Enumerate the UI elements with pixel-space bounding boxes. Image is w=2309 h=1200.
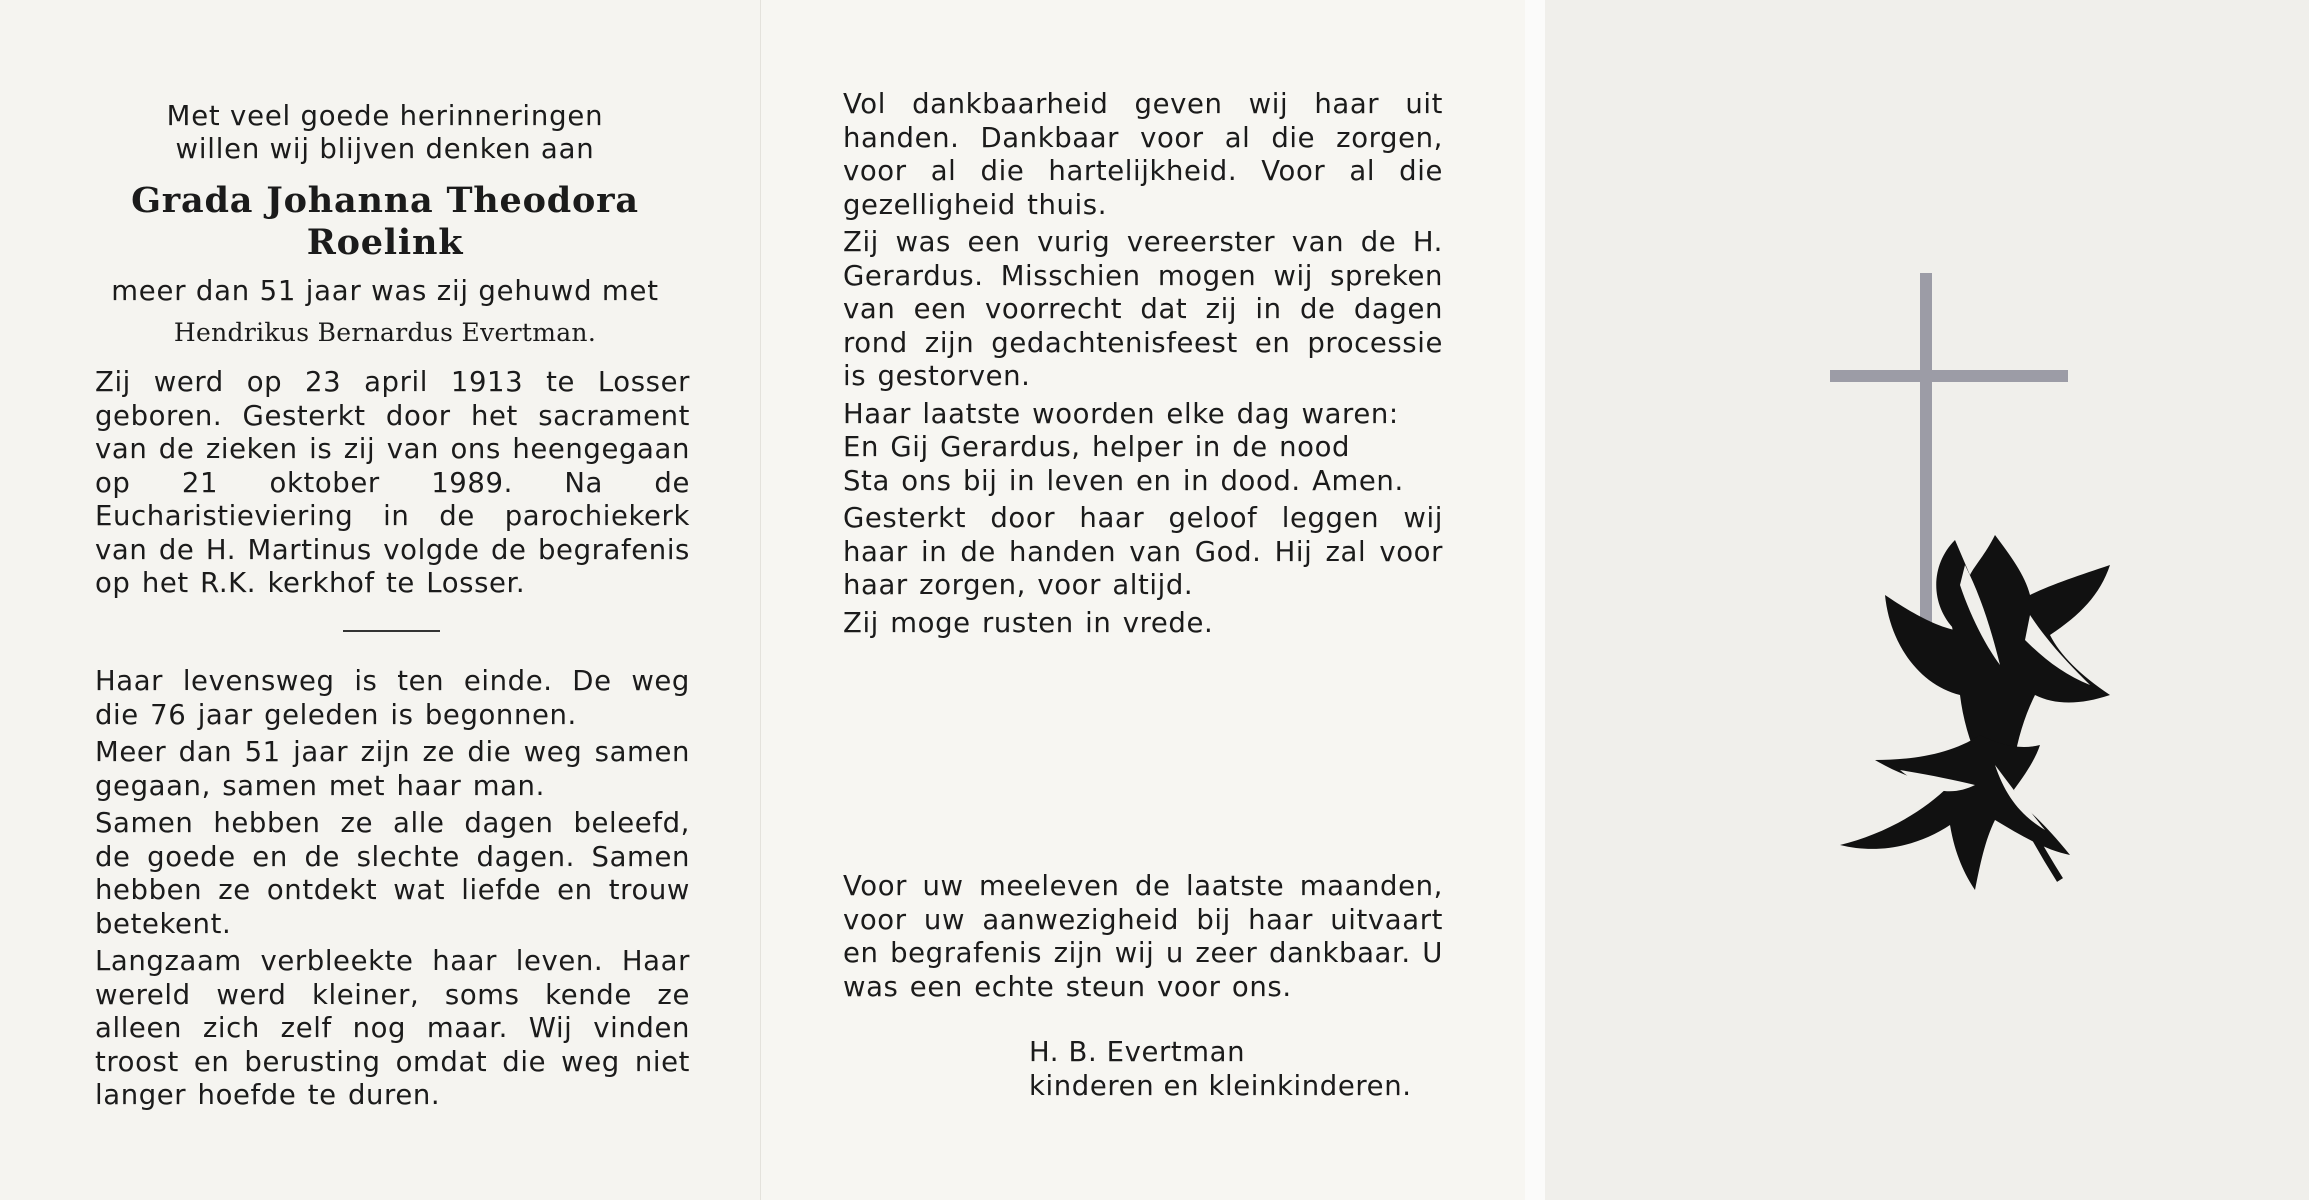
spouse-name: Hendrikus Bernardus Evertman. [173,318,597,347]
paragraph: Gesterkt door haar geloof leggen wij haar in de handen van God. Hij zal voor haar zorgen, voor altijd. [843,502,1443,601]
deceased-name [60,180,710,264]
middle-panel [760,0,1525,1200]
intro-line-1: Met veel goede herinneringen [166,100,604,132]
prayer-line-2: Sta ons bij in leven en in dood. Amen. [843,464,1404,497]
middle-text [843,88,1443,644]
thanks-text: Voor uw meeleven de laatste maanden, voor uw aanwezigheid bij haar uitvaart en begrafenis zijn wij u zeer dankbaar. U was een echte steun voor ons. [843,870,1443,1003]
paragraph: Meer dan 51 jaar zijn ze die weg samen gegaan, samen met haar man. [95,736,690,802]
prayer [843,398,1443,499]
biography-text: Zij werd op 23 april 1913 te Losser geboren. Gesterkt door het sacrament van de zieken is zij van ons heengegaan op 21 oktober 1989. Na de Eucharistieviering in de parochiekerk van de H. Martinus volgde de begrafenis op het R.K. kerkhof te Losser. [95,366,690,599]
signature-line-2: kinderen en kleinkinderen. [1029,1070,1412,1102]
married-line: meer dan 51 jaar was zij gehuwd met [111,275,659,307]
intro-line-2: willen wij blijven denken aan [175,133,595,165]
fold-gap [1525,0,1545,1200]
paragraph: Zij moge rusten in vrede. [843,606,1214,639]
signature [1029,1035,1449,1103]
thanks [843,870,1443,1008]
divider [343,630,440,632]
paragraph: Haar levensweg is ten einde. De weg die 76 jaar geleden is begonnen. [95,665,690,731]
intro [95,100,675,166]
right-panel [1545,0,2309,1200]
cross-vertical [1920,273,1932,653]
paragraph: Langzaam verbleekte haar leven. Haar wereld werd kleiner, soms kende ze alleen zich zelf nog maar. Wij vinden troost en berusting omdat die weg niet langer hoefde te duren. [95,945,690,1111]
cross-with-lilies-icon [1780,265,2110,895]
name-line-2: Roelink [306,222,464,263]
left-reflection [95,665,690,1117]
biography [95,366,690,605]
paragraph: Samen hebben ze alle dagen beleefd, de goede en de slechte dagen. Samen hebben ze ontdekt wat liefde en trouw betekent. [95,807,690,940]
left-panel [0,0,760,1200]
lower-lily [1840,735,2070,890]
paragraph: Vol dankbaarheid geven wij haar uit handen. Dankbaar voor al die zorgen, voor al die hartelijkheid. Voor al die gezelligheid thuis. [843,88,1443,221]
prayer-intro: Haar laatste woorden elke dag waren: [843,397,1399,430]
signature-line-1: H. B. Evertman [1029,1036,1246,1068]
cross-horizontal [1830,370,2068,382]
name-line-1: Grada Johanna Theodora [131,180,639,221]
paragraph: Zij was een vurig vereerster van de H. Gerardus. Misschien mogen wij spreken van een voorrecht dat zij in de dagen rond zijn gedachtenisfeest en processie is gestorven. [843,226,1443,392]
prayer-line-1: En Gij Gerardus, helper in de nood [843,431,1351,463]
